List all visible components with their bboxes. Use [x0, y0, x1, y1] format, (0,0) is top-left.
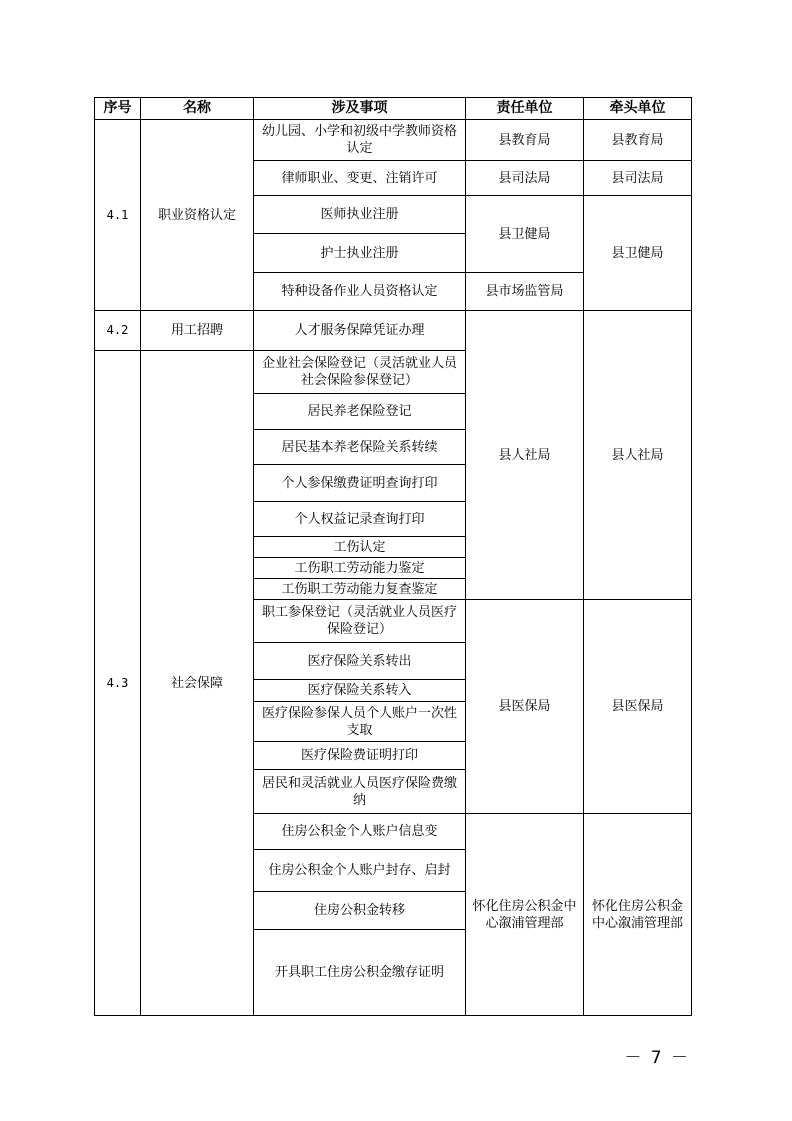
item-cell: 律师职业、变更、注销许可 — [254, 161, 466, 196]
matters-table — [94, 97, 692, 1016]
section-name: 社会保障 — [141, 351, 254, 1016]
page-number: － 7 － — [624, 1048, 690, 1068]
item-cell: 工伤职工劳动能力复查鉴定 — [254, 579, 466, 600]
section-name: 用工招聘 — [141, 311, 254, 351]
item-cell: 个人权益记录查询打印 — [254, 502, 466, 537]
lead-cell: 怀化住房公积金中心溆浦管理部 — [584, 814, 692, 1016]
item-cell: 工伤认定 — [254, 537, 466, 558]
section-number: 4.2 — [95, 311, 141, 351]
section-number: 4.3 — [95, 351, 141, 1016]
table-row — [95, 120, 692, 161]
table-row — [95, 311, 692, 351]
header-no: 序号 — [95, 98, 141, 120]
lead-cell: 县教育局 — [584, 120, 692, 161]
responsible-cell: 县市场监管局 — [466, 273, 584, 311]
item-cell: 企业社会保险登记（灵活就业人员社会保险参保登记） — [254, 351, 466, 394]
item-cell: 职工参保登记（灵活就业人员医疗保险登记） — [254, 600, 466, 643]
lead-cell: 县卫健局 — [584, 196, 692, 311]
header-responsible: 责任单位 — [466, 98, 584, 120]
responsible-cell: 县医保局 — [466, 600, 584, 814]
item-cell: 住房公积金个人账户封存、启封 — [254, 850, 466, 892]
section-number: 4.1 — [95, 120, 141, 311]
item-cell: 特种设备作业人员资格认定 — [254, 273, 466, 311]
lead-cell: 县人社局 — [584, 311, 692, 600]
item-cell: 医疗保险参保人员个人账户一次性支取 — [254, 702, 466, 742]
item-cell: 医疗保险费证明打印 — [254, 742, 466, 770]
responsible-cell: 怀化住房公积金中心溆浦管理部 — [466, 814, 584, 1016]
header-items: 涉及事项 — [254, 98, 466, 120]
responsible-cell: 县卫健局 — [466, 196, 584, 273]
header-name: 名称 — [141, 98, 254, 120]
section-name: 职业资格认定 — [141, 120, 254, 311]
header-lead: 牵头单位 — [584, 98, 692, 120]
lead-cell: 县医保局 — [584, 600, 692, 814]
item-cell: 居民基本养老保险关系转续 — [254, 430, 466, 465]
responsible-cell: 县教育局 — [466, 120, 584, 161]
item-cell: 护士执业注册 — [254, 234, 466, 273]
header-row — [95, 98, 692, 120]
item-cell: 居民和灵活就业人员医疗保险费缴纳 — [254, 770, 466, 814]
responsible-cell: 县司法局 — [466, 161, 584, 196]
item-cell: 居民养老保险登记 — [254, 394, 466, 430]
item-cell: 人才服务保障凭证办理 — [254, 311, 466, 351]
responsible-cell: 县人社局 — [466, 311, 584, 600]
item-cell: 医疗保险关系转出 — [254, 643, 466, 680]
item-cell: 幼儿园、小学和初级中学教师资格认定 — [254, 120, 466, 161]
item-cell: 医疗保险关系转入 — [254, 680, 466, 702]
item-cell: 医师执业注册 — [254, 196, 466, 234]
item-cell: 住房公积金转移 — [254, 892, 466, 930]
item-cell: 开具职工住房公积金缴存证明 — [254, 930, 466, 1016]
item-cell: 工伤职工劳动能力鉴定 — [254, 558, 466, 579]
item-cell: 住房公积金个人账户信息变 — [254, 814, 466, 850]
lead-cell: 县司法局 — [584, 161, 692, 196]
item-cell: 个人参保缴费证明查询打印 — [254, 465, 466, 502]
